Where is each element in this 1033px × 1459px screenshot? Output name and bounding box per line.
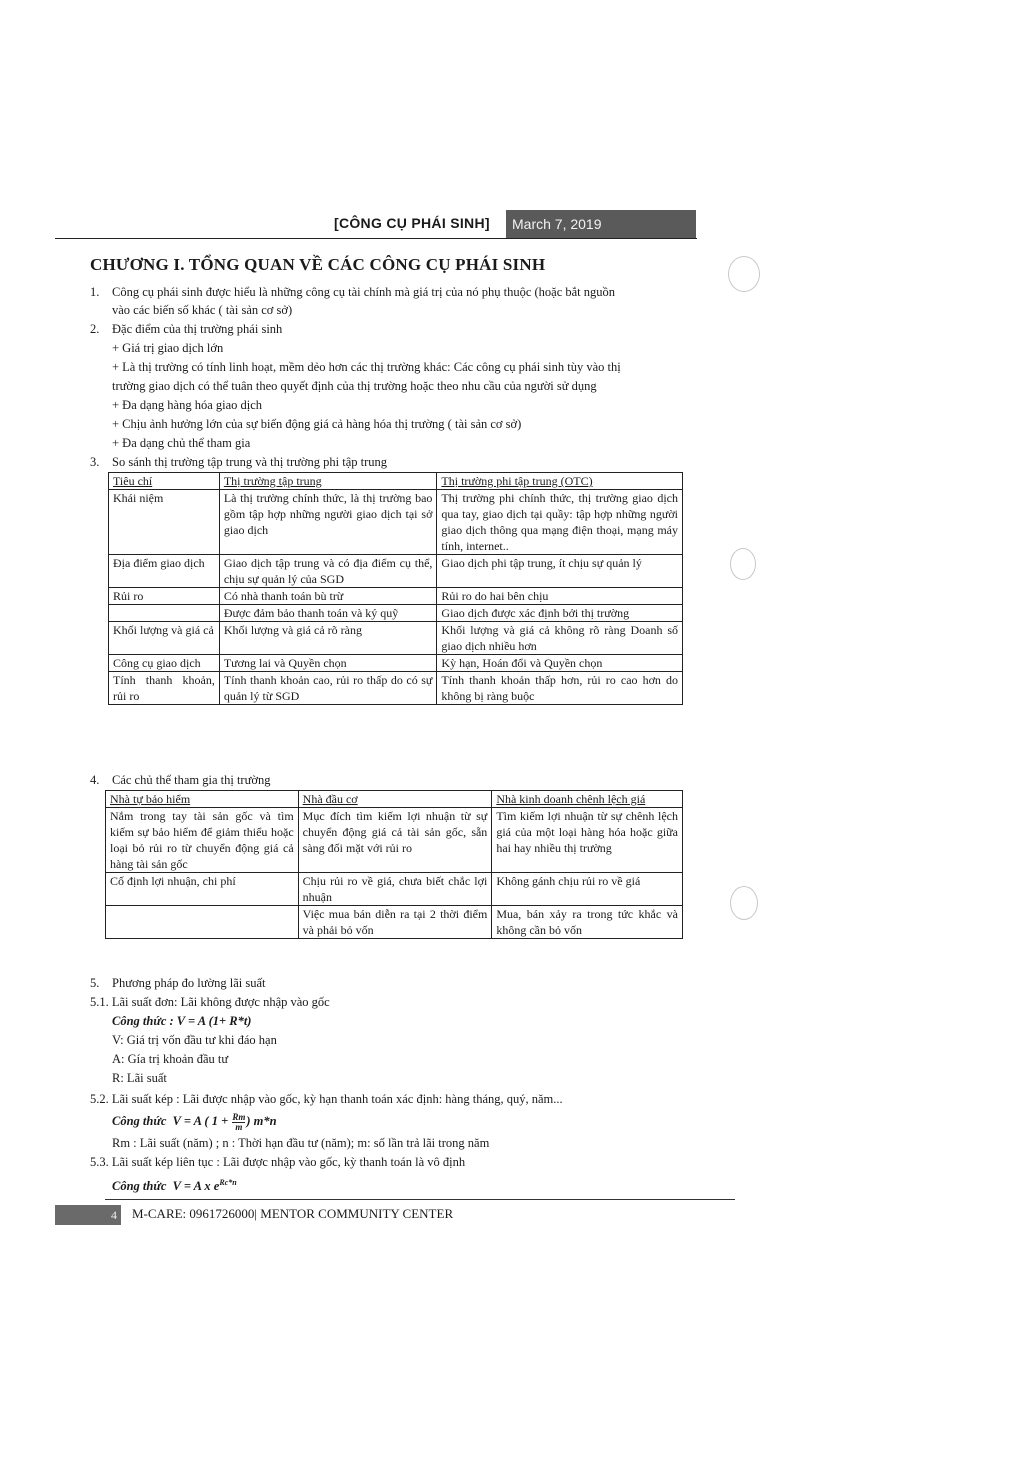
definition-line: V: Giá trị vốn đầu tư khi đáo hạn [112,1033,277,1047]
table-cell: Không gánh chịu rủi ro về giá [492,873,683,906]
list-item: + Chịu ảnh hưởng lớn của sự biến động giá cả hàng hóa thị trường ( tài sản cơ sở) [112,417,522,431]
table-cell: Địa điểm giao dịch [109,555,220,588]
table-cell: Khối lượng và giá cả rõ ràng [219,622,437,655]
table-row [109,605,683,622]
table-cell [109,605,220,622]
definition-line: A: Gía trị khoản đầu tư [112,1052,229,1066]
table-cell: Thị trường phi chính thức, thị trường giao dịch qua tay, giao dịch tại quầy: tập hợp những người giao dịch thông qua mạng điện thoại, mạng máy tính, internet.. [437,490,683,555]
table-cell: Kỳ hạn, Hoán đổi và Quyền chọn [437,655,683,672]
punch-hole-mark [730,886,758,920]
table-cell: Công cụ giao dịch [109,655,220,672]
table-row [106,906,683,939]
formula-continuous-interest [112,1174,237,1195]
fraction-numerator: Rm [232,1111,246,1122]
definition-line: R: Lãi suất [112,1071,167,1085]
chapter-title: CHƯƠNG I. TỔNG QUAN VỀ CÁC CÔNG CỤ PHÁI SINH [90,255,546,274]
table-header-cell: Nhà tự bảo hiểm [106,791,299,808]
section1-line: Công cụ phái sinh được hiểu là những công cụ tài chính mà giá trị của nó phụ thuộc (hoặc bắt nguồn [112,285,616,299]
table-cell: Rủi ro [109,588,220,605]
table-row [109,588,683,605]
formula-fraction [232,1113,245,1132]
section1-line: vào các biến số khác ( tài sản cơ sở) [112,303,293,317]
table-cell: Khối lượng và giá cả [109,622,220,655]
table-cell: Tìm kiếm lợi nhuận từ sự chênh lệch giá của một loại hàng hóa hoặc giữa hai hay nhiều thị trường [492,808,683,873]
table-cell: Tính thanh khoản cao, rủi ro thấp do có sự quản lý từ SGD [219,672,437,705]
table-row [106,808,683,873]
table-row [109,655,683,672]
table-cell: Nắm trong tay tài sản gốc và tìm kiếm sự bảo hiểm để giảm thiểu hoặc loại bỏ rủi ro từ chuyển động giá cả hàng tài sản gốc [106,808,299,873]
definition-line: Rm : Lãi suất (năm) ; n : Thời hạn đầu tư (năm); m: số lần trả lãi trong năm [112,1136,490,1150]
header-title: [CÔNG CỤ PHÁI SINH] [334,215,490,231]
section4-title: Các chủ thể tham gia thị trường [112,773,271,787]
section-number: 3. [90,455,100,469]
header-date: March 7, 2019 [506,210,696,238]
section5-title: Phương pháp đo lường lãi suất [112,976,266,990]
formula-simple-interest: Công thức : V = A (1+ R*t) [112,1014,252,1028]
table-cell: Có nhà thanh toán bù trừ [219,588,437,605]
table-cell: Giao dịch tập trung và có địa điểm cụ thể, chịu sự quản lý của SGD [219,555,437,588]
table-cell: Giao dịch phi tập trung, ít chịu sự quản lý [437,555,683,588]
section-number: 4. [90,773,100,787]
table-row [109,622,683,655]
footer-rule [105,1199,735,1200]
table-cell: Mua, bán xảy ra trong tức khắc và không cần bỏ vốn [492,906,683,939]
section-number: 1. [90,285,100,299]
table-row [106,873,683,906]
section3-title: So sánh thị trường tập trung và thị trường phi tập trung [112,455,388,469]
section-number: 5. [90,976,100,990]
table-cell: Rủi ro do hai bên chịu [437,588,683,605]
table-header-cell: Thị trường tập trung [219,473,437,490]
table-cell: Tính thanh khoản, rủi ro [109,672,220,705]
list-item: trường giao dịch có thể tuân theo quyết định của thị trường hoặc theo nhu cầu của người sử dụng [112,379,597,393]
table-cell: Cố định lợi nhuận, chi phí [106,873,299,906]
formula-lhs: V = A ( 1 + [172,1114,232,1128]
list-item: + Đa dạng chủ thể tham gia [112,436,251,450]
table-cell: Việc mua bán diễn ra tại 2 thời điểm và phải bỏ vốn [298,906,492,939]
table-cell: Khái niệm [109,490,220,555]
formula-compound-interest [112,1112,277,1132]
formula-rhs: ) m*n [246,1114,277,1128]
fraction-denominator: m [235,1121,243,1132]
participants-table [105,790,683,939]
table-header-row [109,473,683,490]
table-header-cell: Tiêu chí [109,473,220,490]
list-item: + Giá trị giao dịch lớn [112,341,224,355]
list-item: + Là thị trường có tính linh hoạt, mềm dẻo hơn các thị trường khác: Các công cụ phái sinh tùy vào thị [112,360,621,374]
market-comparison-table [108,472,683,705]
formula-exponent: Rc*n [219,1178,237,1187]
table-row [109,490,683,555]
formula-label: Công thức [112,1114,167,1128]
table-cell: Giao dịch được xác định bởi thị trường [437,605,683,622]
table-cell: Khối lượng và giá cả không rõ ràng Doanh số giao dịch nhiều hơn [437,622,683,655]
punch-hole-mark [728,256,760,292]
section-number: 2. [90,322,100,336]
header-rule [55,238,697,239]
table-cell: Tính thanh khoản thấp hơn, rủi ro cao hơn do không bị ràng buộc [437,672,683,705]
subsection-title: 5.1. Lãi suất đơn: Lãi không được nhập vào gốc [90,995,330,1009]
page-number: 4 [55,1205,121,1225]
subsection-title: 5.3. Lãi suất kép liên tục : Lãi được nhập vào gốc, kỳ thanh toán là vô định [90,1155,466,1169]
table-cell: Chịu rủi ro về giá, chưa biết chắc lợi nhuận [298,873,492,906]
formula-body: V = A x e [172,1179,220,1194]
section2-title: Đặc điểm của thị trường phái sinh [112,322,283,336]
table-header-cell: Nhà đầu cơ [298,791,492,808]
subsection-title: 5.2. Lãi suất kép : Lãi được nhập vào gốc, kỳ hạn thanh toán xác định: hàng tháng, quý, năm... [90,1092,563,1106]
table-cell: Tương lai và Quyền chọn [219,655,437,672]
table-header-cell: Thị trường phi tập trung (OTC) [437,473,683,490]
table-header-row [106,791,683,808]
table-cell: Được đảm bảo thanh toán và ký quỹ [219,605,437,622]
list-item: + Đa dạng hàng hóa giao dịch [112,398,263,412]
formula-label: Công thức [112,1179,167,1194]
table-cell: Là thị trường chính thức, là thị trường bao gồm tập hợp những người giao dịch tại sở giao dịch [219,490,437,555]
table-row [109,555,683,588]
table-cell: Mục đích tìm kiếm lợi nhuận từ sự chuyển động giá cả tài sản gốc, sẵn sàng đối mặt với rủi ro [298,808,492,873]
table-cell [106,906,299,939]
table-header-cell: Nhà kinh doanh chênh lệch giá [492,791,683,808]
table-row [109,672,683,705]
punch-hole-mark [730,548,756,580]
footer-text: M-CARE: 0961726000| MENTOR COMMUNITY CENTER [132,1206,454,1221]
